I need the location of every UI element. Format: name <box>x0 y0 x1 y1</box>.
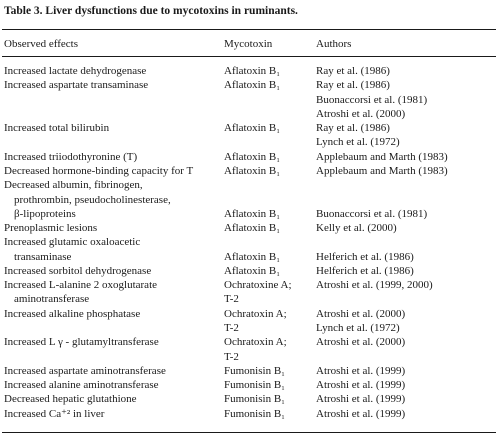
mycotoxin-line: Aflatoxin B₁ <box>224 164 281 177</box>
mycotoxin-line: Aflatoxin B₁ <box>224 65 281 77</box>
authors-line: Lynch et al. (1972) <box>316 136 400 149</box>
effect-line: aminotransferase <box>14 293 90 306</box>
effect-line: Increased alanine aminotransferase <box>4 379 159 392</box>
effect-line: Increased sorbitol dehydrogenase <box>4 264 152 277</box>
authors-line: Atroshi et al. (1999, 2000) <box>316 279 433 292</box>
bottom-rule <box>2 432 496 433</box>
mycotoxin-line: Fumonisin B₁ <box>224 364 285 377</box>
mycotoxin-line: Aflatoxin B₁ <box>224 207 281 220</box>
header-mycotoxin: Mycotoxin <box>224 38 273 50</box>
effect-line: Increased alkaline phosphatase <box>4 307 141 320</box>
authors-line: Ray et al. (1986) <box>316 79 390 92</box>
header-rule <box>2 56 496 57</box>
authors-line: Atroshi et al. (1999) <box>316 407 406 420</box>
effect-line: prothrombin, pseudocholinesterase, <box>14 193 171 206</box>
authors-line: Atroshi et al. (1999) <box>316 364 406 377</box>
authors-line: Ray et al. (1986) <box>316 65 390 77</box>
table-title: Table 3. Liver dysfunctions due to mycotoxins in ruminants. <box>4 5 298 17</box>
top-rule <box>2 29 496 30</box>
effect-line: Increased aspartate aminotransferase <box>4 364 166 377</box>
mycotoxin-line: Ochratoxin A; <box>224 307 287 320</box>
authors-line: Applebaum and Marth (1983) <box>316 164 448 177</box>
mycotoxin-line: Ochratoxine A; <box>224 279 292 292</box>
authors-line: Buonaccorsi et al. (1981) <box>316 207 428 220</box>
authors-line: Buonaccorsi et al. (1981) <box>316 93 428 106</box>
mycotoxin-line: Aflatoxin B₁ <box>224 122 281 135</box>
authors-line: Ray et al. (1986) <box>316 122 390 135</box>
authors-line: Kelly et al. (2000) <box>316 222 397 235</box>
effect-line: Increased aspartate transaminase <box>4 79 149 92</box>
authors-line: Helferich et al. (1986) <box>316 250 414 263</box>
authors-line: Lynch et al. (1972) <box>316 322 400 335</box>
authors-line: Helferich et al. (1986) <box>316 264 414 277</box>
effect-line: Increased glutamic oxaloacetic <box>4 236 141 249</box>
effect-line: Decreased hepatic glutathione <box>4 393 137 406</box>
effect-line: Prenoplasmic lesions <box>4 222 98 235</box>
effect-line: Decreased albumin, fibrinogen, <box>4 179 143 192</box>
mycotoxin-line: T-2 <box>224 322 239 335</box>
mycotoxin-line: Fumonisin B₁ <box>224 379 285 392</box>
authors-line: Atroshi et al. (1999) <box>316 393 406 406</box>
authors-line: Atroshi et al. (2000) <box>316 307 406 320</box>
effect-line: Increased L γ - glutamyltransferase <box>4 336 159 349</box>
effect-line: transaminase <box>14 250 72 263</box>
authors-line: Atroshi et al. (1999) <box>316 379 406 392</box>
effect-line: Increased lactate dehydrogenase <box>4 65 147 77</box>
authors-line: Atroshi et al. (2000) <box>316 336 406 349</box>
mycotoxin-line: Fumonisin B₁ <box>224 393 285 406</box>
mycotoxin-line: Aflatoxin B₁ <box>224 222 281 235</box>
effect-line: Increased Ca⁺² in liver <box>4 407 105 420</box>
mycotoxin-line: Fumonisin B₁ <box>224 407 285 420</box>
mycotoxin-line: T-2 <box>224 350 239 363</box>
mycotoxin-line: T-2 <box>224 293 239 306</box>
mycotoxin-line: Aflatoxin B₁ <box>224 250 281 263</box>
effect-line: Increased L-alanine 2 oxoglutarate <box>4 279 158 292</box>
authors-line: Applebaum and Marth (1983) <box>316 150 448 163</box>
mycotoxin-line: Aflatoxin B₁ <box>224 264 281 277</box>
effect-line: Increased triiodothyronine (T) <box>4 150 138 163</box>
mycotoxin-line: Ochratoxin A; <box>224 336 287 349</box>
effect-line: Decreased hormone-binding capacity for T <box>4 164 194 177</box>
header-authors: Authors <box>316 38 352 50</box>
header-observed-effects: Observed effects <box>4 38 79 50</box>
mycotoxin-line: Aflatoxin B₁ <box>224 150 281 163</box>
effect-line: Increased total bilirubin <box>4 122 110 135</box>
authors-line: Atroshi et al. (2000) <box>316 107 406 120</box>
mycotoxin-line: Aflatoxin B₁ <box>224 79 281 92</box>
effect-line: β-lipoproteins <box>14 207 76 220</box>
